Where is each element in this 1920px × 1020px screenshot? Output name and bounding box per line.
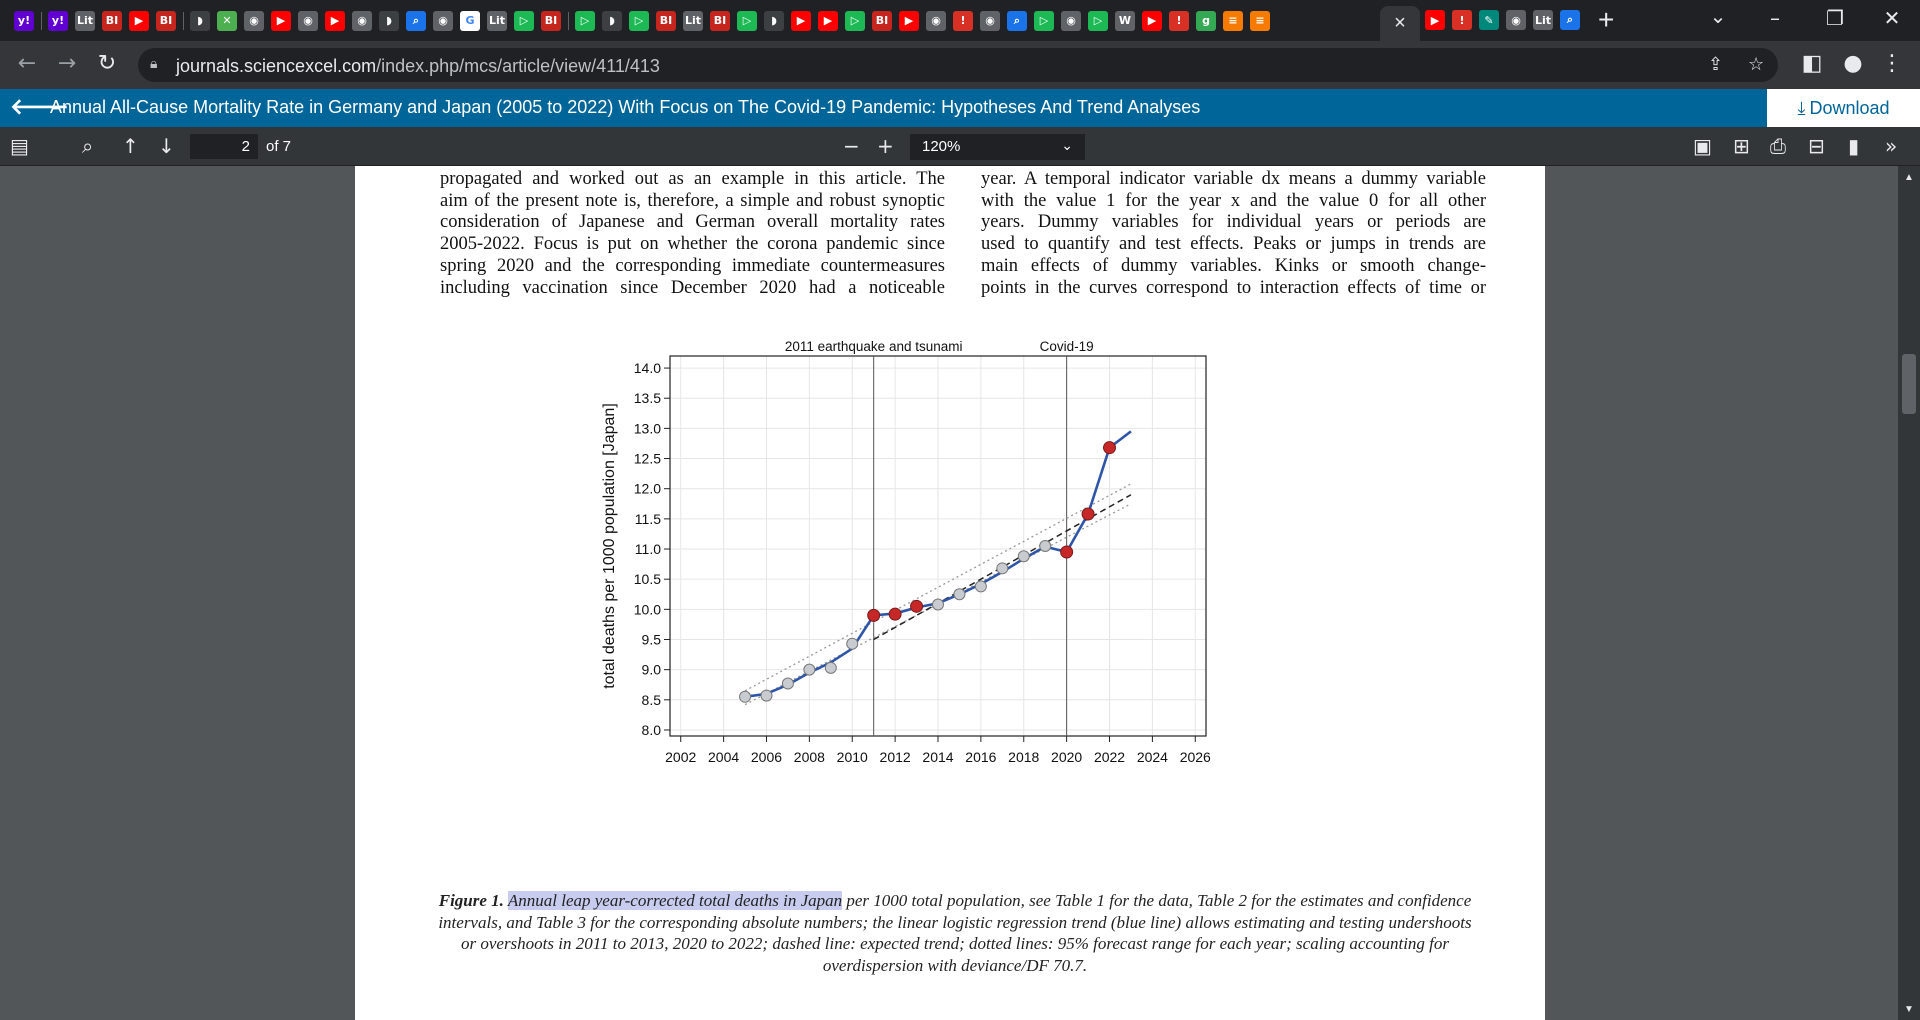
tab-favicon-icon[interactable]: ▶ (818, 11, 838, 31)
x-tick-label: 2004 (708, 749, 740, 765)
x-tick-label: 2012 (879, 749, 911, 765)
pdf-toolbar (0, 127, 1920, 166)
text-line: with the value 1 for the year x and the value 0 for all other (981, 190, 1486, 211)
pdf-viewer[interactable] (0, 166, 1920, 1020)
tab-favicon-icon[interactable]: BI (156, 11, 176, 31)
download-icon: ⤓ (1797, 97, 1806, 118)
y-tick-label: 8.0 (641, 721, 661, 738)
y-axis-label: total deaths per 1000 population [Japan] (601, 403, 618, 689)
active-tab[interactable] (1380, 6, 1420, 41)
tab-favicon-icon[interactable]: ▶ (791, 11, 811, 31)
tab-favicon-icon[interactable]: ! (953, 11, 973, 31)
tab-favicon-icon[interactable]: ▷ (845, 11, 865, 31)
tab-favicon-icon[interactable]: ◉ (926, 11, 946, 31)
tab-favicon-icon[interactable]: ◉ (433, 11, 453, 31)
page-number-input[interactable] (190, 134, 258, 159)
y-tick-label: 11.0 (634, 541, 661, 558)
tab-favicon-icon[interactable]: ▷ (575, 11, 595, 31)
more-tools-icon[interactable]: » (1885, 134, 1898, 158)
tab-favicon-icon[interactable]: ◗ (379, 11, 399, 31)
tab-favicon-icon[interactable]: Lit (1533, 10, 1553, 30)
tab-favicon-icon[interactable]: ▷ (1088, 11, 1108, 31)
tab-favicon-icon[interactable]: ◗ (190, 11, 210, 31)
y-tick-label: 11.5 (634, 510, 661, 527)
tab-favicon-icon[interactable]: ⌕ (1560, 10, 1580, 30)
text-line: propagated and worked out as an example in this article. The (440, 169, 945, 189)
data-point (1040, 541, 1051, 552)
tab-favicon-icon[interactable]: ◉ (298, 11, 318, 31)
tab-favicon-icon[interactable]: ◉ (1061, 11, 1081, 31)
tab-favicon-icon[interactable]: BI (541, 11, 561, 31)
print-icon[interactable]: ⎙ (1770, 134, 1786, 158)
tab-favicon-icon[interactable]: BI (872, 11, 892, 31)
data-point (933, 599, 944, 610)
x-tick-label: 2002 (665, 749, 697, 765)
restore-icon[interactable]: ❐ (1826, 6, 1844, 30)
x-tick-label: 2008 (793, 749, 825, 765)
y-tick-label: 13.5 (633, 390, 661, 407)
data-point (954, 589, 965, 600)
journal-header (0, 89, 1920, 127)
open-file-icon[interactable]: ⊞ (1733, 134, 1750, 158)
tab-favicon-icon[interactable]: ◉ (1506, 10, 1526, 30)
tab-separator (568, 12, 569, 30)
tab-separator (41, 12, 42, 30)
tab-favicon-icon[interactable]: ✎ (1479, 10, 1499, 30)
address-bar[interactable] (138, 48, 1778, 82)
tab-strip (0, 0, 1920, 41)
url-text[interactable]: journals.sciencexcel.com/index.php/mcs/article/view/411/413 (176, 56, 660, 76)
zoom-in-icon[interactable]: + (877, 134, 894, 158)
text-line: years. Dummy variables for individual years or periods are (981, 212, 1486, 233)
x-tick-label: 2026 (1179, 749, 1211, 765)
scrollbar[interactable] (1898, 166, 1920, 1020)
tab-favicon-icon[interactable]: BI (710, 11, 730, 31)
tab-favicon-icon[interactable]: ⌕ (1007, 11, 1027, 31)
tab-favicon-icon[interactable]: ! (1452, 10, 1472, 30)
x-tick-label: 2024 (1136, 749, 1168, 765)
y-tick-label: 12.5 (633, 450, 661, 467)
close-window-icon[interactable]: ✕ (1883, 6, 1901, 30)
tab-favicon-icon[interactable]: ⌕ (406, 11, 426, 31)
data-point-flagged (1104, 442, 1116, 454)
data-point (761, 690, 772, 701)
y-tick-label: 10.5 (633, 571, 661, 588)
share-icon[interactable]: ⇪ (1708, 54, 1724, 75)
text-line: including vaccination since December 2020 had a noticeable (440, 277, 945, 298)
text-line: points in the curves correspond to interaction effects of time or (981, 277, 1486, 298)
data-point (847, 638, 858, 649)
pdf-page (355, 166, 1545, 1020)
back-icon[interactable]: ← (17, 51, 37, 76)
text-line: used to quantify and test effects. Peaks or jumps in trends are (981, 234, 1486, 255)
zoom-select[interactable]: 120% ⌄ (910, 134, 1085, 160)
text-line: main effects of dummy variables. Kinks or smooth change- (981, 255, 1486, 276)
tab-favicon-icon[interactable]: ▶ (129, 11, 149, 31)
tab-favicon-icon[interactable]: ◗ (764, 11, 784, 31)
tab-favicon-icon[interactable]: G (460, 11, 480, 31)
tab-favicon-icon[interactable]: ▶ (271, 11, 291, 31)
save-icon[interactable]: ⊟ (1808, 134, 1825, 158)
lock-icon[interactable]: 🔒︎ (150, 55, 158, 71)
tab-favicon-icon[interactable]: ≡ (1250, 11, 1270, 31)
data-point (782, 678, 793, 689)
tab-search-chevron-icon[interactable]: ⌄ (1709, 4, 1727, 28)
tab-favicon-icon[interactable]: ▶ (899, 11, 919, 31)
profile-icon[interactable]: ● (1843, 51, 1863, 76)
data-point-flagged (868, 609, 880, 621)
tab-favicon-icon[interactable]: y! (14, 11, 34, 31)
tab-favicon-icon[interactable]: ▷ (1034, 11, 1054, 31)
tab-favicon-icon[interactable]: ◉ (244, 11, 264, 31)
left-text-column (440, 169, 945, 299)
tab-favicon-icon[interactable]: BI (102, 11, 122, 31)
minimize-icon[interactable]: – (1770, 6, 1780, 30)
previous-page-icon[interactable]: ↑ (122, 134, 139, 158)
tab-favicon-icon[interactable]: Lit (75, 11, 95, 31)
tab-favicon-icon[interactable]: ▶ (325, 11, 345, 31)
right-text-column (981, 169, 1486, 299)
scroll-thumb[interactable] (1902, 354, 1916, 414)
next-page-icon[interactable]: ↓ (158, 134, 175, 158)
close-tab-icon[interactable]: × (1394, 12, 1406, 34)
tab-favicon-icon[interactable]: Lit (683, 11, 703, 31)
tab-favicon-icon[interactable]: ✕ (217, 11, 237, 31)
y-tick-label: 9.5 (641, 631, 661, 648)
y-tick-label: 14.0 (633, 360, 661, 377)
text-line: year. A temporal indicator variable dx means a dummy variable (981, 169, 1486, 189)
data-point-flagged (911, 600, 923, 612)
tab-favicon-icon[interactable]: W (1115, 11, 1135, 31)
data-point (997, 563, 1008, 574)
chevron-down-icon: ⌄ (1061, 137, 1073, 153)
data-point (1018, 551, 1029, 562)
y-tick-label: 10.0 (633, 601, 661, 618)
new-tab-button[interactable]: + (1598, 4, 1615, 35)
tab-favicon-icon[interactable]: ◉ (352, 11, 372, 31)
download-button[interactable]: ⤓ Download (1767, 89, 1920, 127)
data-point-flagged (1061, 546, 1073, 558)
y-tick-label: 12.0 (633, 480, 661, 497)
bookmark-star-icon[interactable]: ☆ (1748, 54, 1765, 75)
x-tick-label: 2016 (965, 749, 997, 765)
figure-caption: Figure 1. Annual leap year-corrected total deaths in Japan per 1000 total population, see Table 1 for the data, Table 2 for the estimates and confidence intervals, and Table 3 for the corresponding absolute numbers; the linear logistic regression trend (blue line) allows estimating and testing undershoots or overshoots in 2011 to 2013, 2020 to 2022; dashed line: expected trend; dotted lines: 95% forecast range for each year; scaling accounting for overdispersion with deviance/DF 70.7. (438, 891, 1472, 975)
search-icon[interactable]: ⌕ (82, 134, 94, 158)
data-point (804, 664, 815, 675)
page-count: of 7 (266, 138, 292, 155)
y-tick-label: 8.5 (641, 691, 661, 708)
data-point-flagged (1082, 508, 1094, 520)
text-line: consideration of Japanese and German overall mortality rates (440, 212, 945, 233)
zoom-out-icon[interactable]: − (843, 134, 860, 158)
presentation-mode-icon[interactable]: ▣ (1693, 134, 1712, 158)
tab-favicon-icon[interactable]: ▷ (514, 11, 534, 31)
browser-toolbar (0, 41, 1920, 89)
tab-favicon-icon[interactable]: Lit (487, 11, 507, 31)
tab-favicon-icon[interactable]: ! (1169, 11, 1189, 31)
tab-favicon-icon[interactable]: ◗ (602, 11, 622, 31)
x-tick-label: 2022 (1093, 749, 1126, 765)
data-point (740, 691, 751, 702)
text-line: spring 2020 and the corresponding immediate countermeasures (440, 255, 945, 276)
x-tick-label: 2018 (1008, 749, 1040, 765)
tab-favicon-icon[interactable]: y! (48, 11, 68, 31)
selected-text: Annual leap year-corrected total deaths in Japan (507, 891, 843, 910)
bookmark-icon[interactable]: ▮ (1848, 134, 1860, 158)
side-panel-icon[interactable]: ◧ (1801, 51, 1823, 76)
y-tick-label: 13.0 (633, 420, 661, 437)
tab-favicon-icon[interactable]: ▷ (629, 11, 649, 31)
data-point-flagged (889, 608, 901, 620)
tab-favicon-icon[interactable]: ≡ (1223, 11, 1243, 31)
scroll-down-icon[interactable]: ▼ (1904, 1004, 1914, 1015)
x-tick-label: 2020 (1051, 749, 1083, 765)
tab-favicon-icon[interactable]: ▶ (1142, 11, 1162, 31)
data-point (975, 581, 986, 592)
menu-icon[interactable]: ⋮ (1881, 51, 1903, 76)
tab-favicon-icon[interactable]: ▶ (1425, 10, 1445, 30)
reload-icon[interactable]: ↻ (97, 51, 117, 76)
tab-list-right (1425, 10, 1587, 30)
tab-favicon-icon[interactable]: ▷ (737, 11, 757, 31)
x-tick-label: 2010 (836, 749, 868, 765)
data-point (825, 662, 836, 673)
tab-list (0, 0, 1370, 41)
scroll-up-icon[interactable]: ▲ (1904, 172, 1914, 183)
tab-favicon-icon[interactable]: BI (656, 11, 676, 31)
tab-favicon-icon[interactable]: ◉ (980, 11, 1000, 31)
tab-favicon-icon[interactable]: g (1196, 11, 1216, 31)
text-line: aim of the present note is, therefore, a simple and robust synoptic (440, 190, 945, 211)
article-title-link[interactable]: Annual All-Cause Mortality Rate in Germany and Japan (2005 to 2022) With Focus on The Covid-19 Pandemic: Hypotheses And Trend Analyses (50, 97, 1201, 117)
event-label: Covid-19 (1039, 339, 1094, 354)
sidebar-toggle-icon[interactable]: ▤ (10, 134, 29, 158)
x-tick-label: 2014 (922, 749, 954, 765)
event-label: 2011 earthquake and tsunami (784, 339, 963, 354)
tab-separator (183, 12, 184, 30)
back-to-article-icon[interactable]: 🡐 (10, 95, 69, 120)
text-line: 2005-2022. Focus is put on whether the corona pandemic since (440, 234, 945, 255)
y-tick-label: 9.0 (641, 661, 661, 678)
forward-icon[interactable]: → (57, 51, 77, 76)
mortality-chart (590, 336, 1370, 861)
x-tick-label: 2006 (750, 749, 783, 765)
